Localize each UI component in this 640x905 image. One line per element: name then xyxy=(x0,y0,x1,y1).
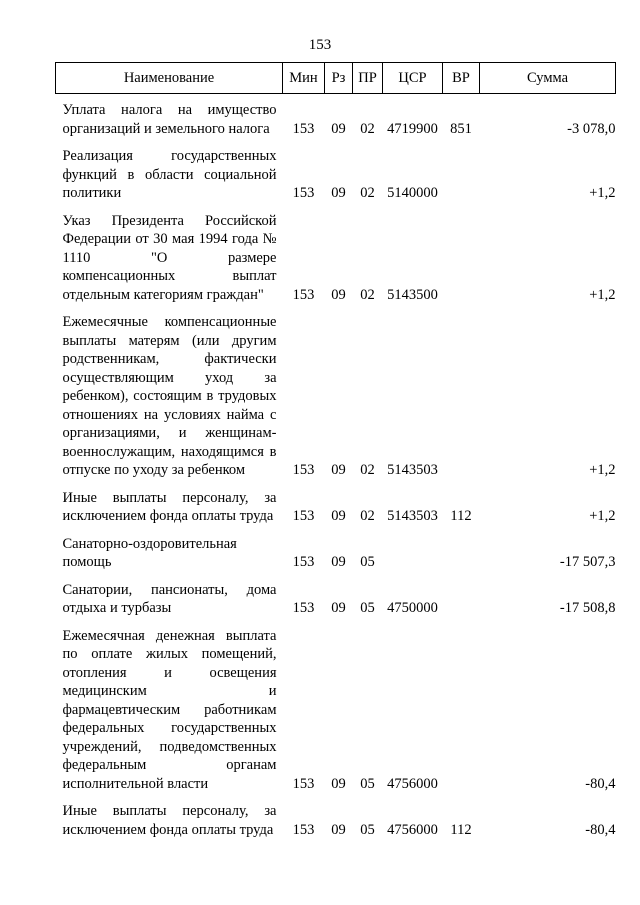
header-sum: Сумма xyxy=(480,63,616,94)
row-pr: 02 xyxy=(360,508,375,524)
header-min: Мин xyxy=(283,63,325,94)
row-name: Указ Президента Российской Федерации от 30 мая 1994 года № 1110 "О размере компенсационных выплат отдельным категориям граждан" xyxy=(62,212,277,303)
row-rz: 09 xyxy=(331,120,346,137)
row-csr: 4756000 xyxy=(387,821,438,838)
budget-table xyxy=(55,62,616,839)
row-sum: -17 507,3 xyxy=(559,554,616,570)
row-name: Уплата налога на имущество организаций и земельного налога xyxy=(62,102,277,137)
row-pr: 02 xyxy=(360,286,375,303)
row-sum: -17 508,8 xyxy=(559,600,616,616)
table-row xyxy=(56,94,616,139)
row-min: 153 xyxy=(292,286,315,303)
row-rz: 09 xyxy=(331,554,346,570)
table-row xyxy=(56,618,616,794)
row-pr: 02 xyxy=(360,462,375,478)
row-name: Ежемесячная денежная выплата по оплате жилых помещений, отопления и освещения медицинским и фармацевтическим работникам федеральных государственных учреждений, подведомственных федеральным органам исполнительной власти xyxy=(62,627,277,792)
row-vr: 851 xyxy=(450,120,472,137)
row-csr: 5143503 xyxy=(387,508,438,524)
row-rz: 09 xyxy=(331,775,346,792)
row-csr: 5143500 xyxy=(387,286,438,303)
row-vr xyxy=(443,618,480,794)
header-vr: ВР xyxy=(443,63,480,94)
row-sum: +1,2 xyxy=(589,508,616,524)
row-name: Реализация государственных функций в области социальной политики xyxy=(62,148,277,201)
row-name: Иные выплаты персоналу, за исключением фонда оплаты труда xyxy=(62,803,277,838)
row-rz: 09 xyxy=(331,600,346,616)
row-pr: 02 xyxy=(360,120,375,137)
row-name: Санаторно-оздоровительная помощь xyxy=(62,535,237,570)
row-rz: 09 xyxy=(331,462,346,478)
row-min: 153 xyxy=(292,821,315,838)
row-pr: 05 xyxy=(360,775,375,792)
row-csr: 4756000 xyxy=(387,775,438,792)
row-vr xyxy=(443,203,480,305)
row-csr xyxy=(383,526,443,572)
table-row xyxy=(56,793,616,839)
row-name: Ежемесячные компенсационные выплаты матерям (или другим родственникам, фактически осуществляющим уход за ребенком), состоящим в трудовых отношениях на условиях найма с организациями, и женщинам-военнослужащим, находящимся в отпуске по уходу за ребенком xyxy=(62,314,277,478)
table-row xyxy=(56,304,616,480)
row-min: 153 xyxy=(292,185,315,201)
row-csr: 4719900 xyxy=(387,120,438,137)
row-vr xyxy=(443,572,480,618)
row-min: 153 xyxy=(292,508,315,524)
row-rz: 09 xyxy=(331,821,346,838)
row-min: 153 xyxy=(292,775,315,792)
header-csr: ЦСР xyxy=(383,63,443,94)
row-sum: -80,4 xyxy=(585,775,616,792)
row-vr xyxy=(443,526,480,572)
table-row xyxy=(56,480,616,526)
table-row xyxy=(56,572,616,618)
row-rz: 09 xyxy=(331,286,346,303)
row-vr: 112 xyxy=(450,508,472,524)
header-name: Наименование xyxy=(56,63,283,94)
row-pr: 05 xyxy=(360,600,375,616)
row-sum: +1,2 xyxy=(589,185,616,201)
row-sum: -80,4 xyxy=(585,821,616,838)
row-pr: 05 xyxy=(360,821,375,838)
row-min: 153 xyxy=(292,462,315,478)
page-number: 153 xyxy=(308,37,332,53)
row-sum: +1,2 xyxy=(589,462,616,478)
header-rz: Рз xyxy=(325,63,353,94)
row-pr: 05 xyxy=(360,554,375,570)
row-min: 153 xyxy=(292,120,315,137)
row-vr xyxy=(443,138,480,203)
row-csr: 5140000 xyxy=(387,185,438,201)
row-name: Санатории, пансионаты, дома отдыха и турбазы xyxy=(62,581,277,616)
row-sum: +1,2 xyxy=(589,286,616,303)
row-sum: -3 078,0 xyxy=(567,120,616,137)
row-min: 153 xyxy=(292,554,315,570)
row-vr xyxy=(443,304,480,480)
row-csr: 5143503 xyxy=(387,462,438,478)
table-row xyxy=(56,203,616,305)
row-rz: 09 xyxy=(331,185,346,201)
header-pr: ПР xyxy=(353,63,383,94)
row-min: 153 xyxy=(292,600,315,616)
table-header-row xyxy=(56,63,616,94)
row-vr: 112 xyxy=(450,821,472,838)
row-pr: 02 xyxy=(360,185,375,201)
row-rz: 09 xyxy=(331,508,346,524)
table-row xyxy=(56,526,616,572)
table-row xyxy=(56,138,616,203)
row-csr: 4750000 xyxy=(387,600,438,616)
row-name: Иные выплаты персоналу, за исключением фонда оплаты труда xyxy=(62,489,277,524)
